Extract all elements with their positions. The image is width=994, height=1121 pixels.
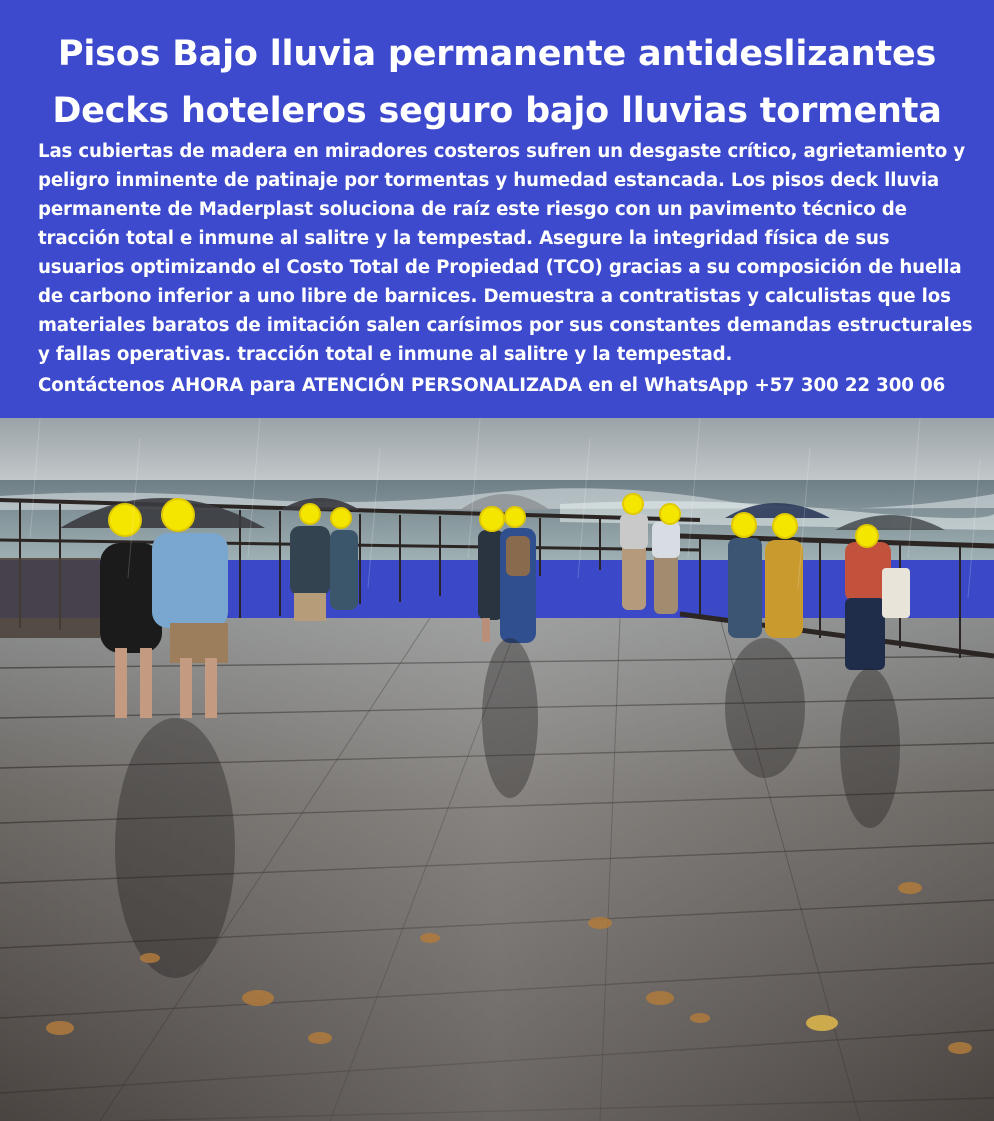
deck-scene-illustration (0, 418, 994, 1121)
headline-line-2: Decks hoteleros seguro bajo lluvias tormenta (52, 91, 942, 131)
description-paragraph: Las cubiertas de madera en miradores costeros sufren un desgaste crítico, agrietamiento y peligro inminente de patinaje por tormentas y humedad estancada. Los pisos deck lluvia permanente de Maderplast soluciona de raíz este riesgo con un pavimento técnico de tracción total e inmune al salitre y la tempestad. Asegure la integridad física de sus usuarios optimizando el Costo Total de Propiedad (TCO) gracias a su composición de huella de carbono inferior a uno libre de barnices. Demuestra a contratistas y calculistas que los materiales baratos de imitación salen carísimos por sus constantes demandas estructurales y fallas operativas. tracción total e inmune al salitre y la tempestad. (38, 141, 973, 365)
headline-line-1: Pisos Bajo lluvia permanente antideslizantes (57, 34, 937, 74)
rainy-deck-photo (0, 418, 994, 1121)
contact-line: Contáctenos AHORA para ATENCIÓN PERSONALIZADA en el WhatsApp +57 300 22 300 06 (38, 375, 946, 396)
text-banner (0, 0, 994, 418)
sky (0, 418, 994, 488)
